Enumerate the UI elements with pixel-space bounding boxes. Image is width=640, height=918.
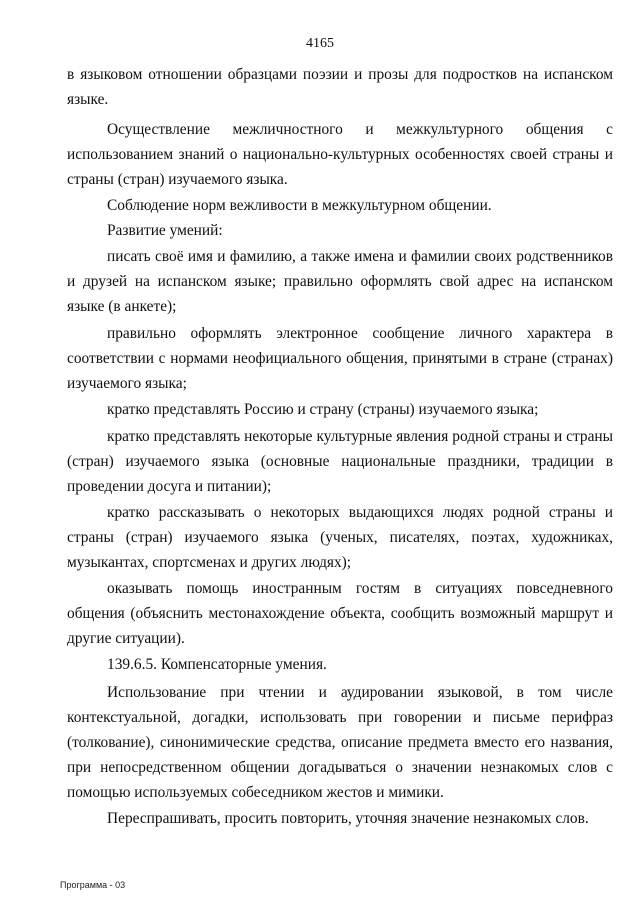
paragraph-intercultural-communication: Осуществление межличностного и межкультурного общения с использованием знаний о национально-культурных особенностях своей страны и страны (стран) изучаемого языка. <box>67 121 613 188</box>
footer-program-label: Программа - 03 <box>60 880 126 890</box>
paragraph-intro-continuation: в языковом отношении образцами поэзии и прозы для подростков на испанском языке. <box>67 66 613 108</box>
paragraph-ask-repeat: Переспрашивать, просить повторить, уточняя значение незнакомых слов. <box>107 810 589 827</box>
paragraph-cultural-phenomena: кратко представлять некоторые культурные явления родной страны и страны (стран) изучаемого языка (основные национальные праздники, традиции в проведении досуга и питании); <box>67 428 613 495</box>
paragraph-present-russia: кратко представлять Россию и страну (страны) изучаемого языка; <box>107 401 539 418</box>
page-number: 4165 <box>306 36 334 51</box>
paragraph-help-guests: оказывать помощь иностранным гостям в ситуациях повседневного общения (объяснить местонахождение объекта, сообщить возможный маршрут и другие ситуации). <box>67 580 613 647</box>
paragraph-skills-heading: Развитие умений: <box>107 222 223 239</box>
paragraph-write-name: писать своё имя и фамилию, а также имена и фамилии своих родственников и друзей на испанском языке; правильно оформлять свой адрес на испанском языке (в анкете); <box>67 248 613 315</box>
paragraph-politeness-norms: Соблюдение норм вежливости в межкультурном общении. <box>107 197 492 214</box>
paragraph-email-message: правильно оформлять электронное сообщение личного характера в соответствии с нормами неофициального общения, принятыми в стране (странах) изучаемого языка; <box>67 325 613 392</box>
section-heading-compensatory-skills: 139.6.5. Компенсаторные умения. <box>107 656 327 673</box>
paragraph-famous-people: кратко рассказывать о некоторых выдающихся людях родной страны и страны (стран) изучаемого языка (ученых, писателях, поэтах, художниках, музыкантах, спортсменах и других людях); <box>67 504 613 571</box>
paragraph-compensatory-usage: Использование при чтении и аудировании языковой, в том числе контекстуальной, догадки, использовать при говорении и письме перифраз (толкование), синонимические средства, описание предмета вместо его названия, при непосредственном общении догадываться о значении незнакомых слов с помощью используемых собеседником жестов и мимики. <box>67 684 613 801</box>
